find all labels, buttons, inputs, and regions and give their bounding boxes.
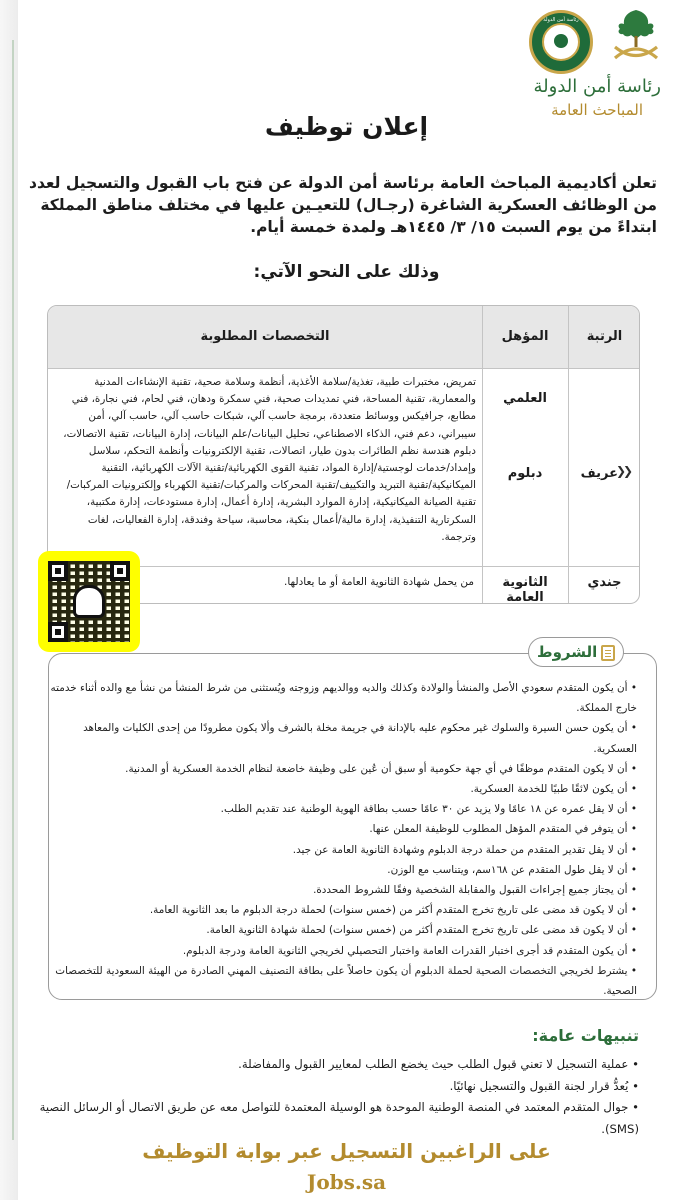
list-item: • أن لا يقل عمره عن ١٨ عامًا ولا يزيد عن ٣٠ عامًا حسب بطاقة الهوية الوطنية عند تقديم الطلب. xyxy=(39,799,637,819)
org-name: رئاسة أمن الدولة xyxy=(533,76,661,97)
specialties-cell: تمريض، مختبرات طبية، تغذية/سلامة الأغذية، أنظمة وسلامة صحية، تقنية الإنشاءات المدنية والمعمارية، تقنية المساحة، فني تمديدات صحية، فني سمكرة ودهان، فني لحام، فني نجارة، فني مطابع، جرافيكس ووسائط متعددة، برمجة حاسب آلي، شبكات حاسب آلي، حاسب آلي، أمن سيبراني، دعم فني، الذكاء الاصطناعي، تحليل البيانات/علم البيانات، إدارة البيانات، تقنية الاتصالات، دبلوم هندسة نظم الطائرات بدون طيار، اتصالات، تقنية الإلكترونيات وأنظمة التحكم، سلاسل وإمداد/خدمات لوجستية/إدارة المواد، تقنية القوى الكهربائية/تقنية الآلات الكهربائية، التقنية الميكانيكية/تقنية التبريد والتكييف/تقنية المحركات والمركبات/تقنية الكهرباء وإلكترونيات المركبات/تقنية الصيانة الميكانيكية، إدارة الموارد البشرية، إدارة أعمال، إدارة مستودعات، إدارة مكتبية، السكرتارية التنفيذية، إدارة مالية/أعمال بنكية، محاسبة، سياحة وفندقة، إدارة الفعاليات، لغات وترجمة. xyxy=(63,376,476,543)
list-item: • أن يتوفر في المتقدم المؤهل المطلوب للوظيفة المعلن عنها. xyxy=(39,819,637,839)
rank-header: الرتبة xyxy=(568,306,640,368)
list-item: • أن لا يقل طول المتقدم عن ١٦٨سم، ويتناسب مع الوزن. xyxy=(39,860,637,880)
list-item: • يُعدُّ قرار لجنة القبول والتسجيل نهائيًا. xyxy=(29,1076,639,1098)
header xyxy=(480,6,675,124)
page-title: إعلان توظيف xyxy=(264,112,429,141)
list-item: • يشترط لخريجي التخصصات الصحية لحملة الدبلوم أن يكون حاصلاً على بطاقة التصنيف المهني الصادرة من الهيئة السعودية للتخصصات الصحية. xyxy=(39,961,637,1001)
corporal-chevron-icon: ❯❯ xyxy=(616,464,631,478)
list-item: • أن يكون حسن السيرة والسلوك غير محكوم عليه بالإدانة في جريمة مخلة بالشرف وألا يكون مطرودًا من إحدى الكليات والمعاهد العسكرية. xyxy=(39,718,637,758)
snapchat-qr-code[interactable] xyxy=(38,551,140,652)
seal-text: رئاسة أمن الدولة xyxy=(543,17,579,23)
saudi-emblem-icon xyxy=(609,6,663,64)
org-subname: المباحث العامة xyxy=(551,101,643,119)
specialties-cell: من يحمل شهادة الثانوية العامة أو ما يعادلها. xyxy=(284,576,474,588)
jobs-site-link[interactable]: Jobs.sa xyxy=(306,1170,387,1194)
qualification-header: المؤهل العلمي xyxy=(482,306,568,368)
list-item: • أن لا يكون المتقدم موظفًا في أي جهة حكومية أو سبق أن عُين على وظيفة خاضعة لنظام الخدمة العسكرية أو المدنية. xyxy=(39,759,637,779)
rank-cell: عريف xyxy=(580,466,618,481)
registration-message: على الراغبين التسجيل عبر بوابة التوظيف xyxy=(142,1139,551,1163)
qualification-cell: دبلوم xyxy=(507,466,543,481)
notes-title: تنبيهات عامة: xyxy=(532,1026,639,1045)
notes-list xyxy=(29,1054,639,1141)
list-item: • أن لا يقل تقدير المتقدم من حملة درجة الدبلوم وشهادة الثانوية العامة عن جيد. xyxy=(39,840,637,860)
list-item: • أن لا يكون قد مضى على تاريخ تخرج المتقدم أكثر من (خمس سنوات) لحملة شهادة الثانوية العامة. xyxy=(39,920,637,940)
snapchat-ghost-icon xyxy=(73,585,105,618)
left-page-edge xyxy=(0,0,18,1200)
list-item: • عملية التسجيل لا تعني قبول الطلب حيث يخضع الطلب لمعايير القبول والمفاضلة. xyxy=(29,1054,639,1076)
intro-paragraph: تعلن أكاديمية المباحث العامة برئاسة أمن الدولة عن فتح باب القبول والتسجيل لعدد من الوظائف العسكرية الشاغرة (رجـال) للتعيـين عليها في مختلف مناطق المملكة ابتداءً من يوم السبت ١٥/ ٣/ ١٤٤٥هـ ولمدة خمسة أيام. xyxy=(29,174,657,236)
list-item: • جوال المتقدم المعتمد في المنصة الوطنية الموحدة هو الوسيلة المعتمدة للتواصل معه عن طريق الاتصال أو الرسائل النصية (SMS). xyxy=(29,1097,639,1140)
subheading: وذلك على النحو الآتي: xyxy=(253,262,440,282)
qualification-cell: الثانوية العامة xyxy=(502,575,548,604)
state-security-seal xyxy=(529,10,593,74)
conditions-header xyxy=(528,637,624,667)
list-item: • أن يكون لائقًا طبيًا للخدمة العسكرية. xyxy=(39,779,637,799)
rank-cell: جندي xyxy=(587,575,622,590)
document-icon xyxy=(601,645,615,661)
list-item: • أن لا يكون قد مضى على تاريخ تخرج المتقدم أكثر من (خمس سنوات) لحملة درجة الدبلوم ما بعد الثانوية العامة. xyxy=(39,900,637,920)
list-item: • أن يكون المتقدم قد أجرى اختبار القدرات العامة واختبار التحصيلي لخريجي الثانوية العامة ودرجة الدبلوم. xyxy=(39,941,637,961)
conditions-list xyxy=(39,678,637,1001)
list-item: • أن يجتاز جميع إجراءات القبول والمقابلة الشخصية وفقًا للشروط المحددة. xyxy=(39,880,637,900)
specialties-header: التخصصات المطلوبة xyxy=(48,306,482,368)
list-item: • أن يكون المتقدم سعودي الأصل والمنشأ والولادة وكذلك والديه ووالديهم وزوجته ويُستثنى من شرط المنشأ من نشأ مع والده أثناء خدمته خارج المملكة. xyxy=(39,678,637,718)
conditions-title: الشروط xyxy=(537,643,598,661)
